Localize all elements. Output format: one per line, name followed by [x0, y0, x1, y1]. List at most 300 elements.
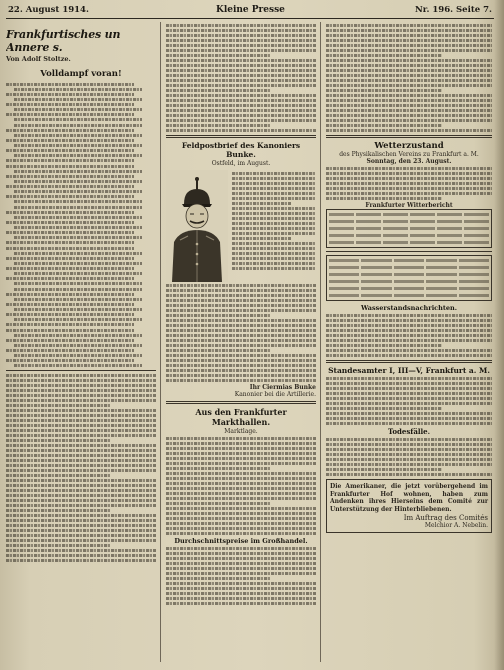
table-cell	[361, 280, 391, 283]
column-1	[6, 22, 156, 662]
text-line	[14, 344, 142, 347]
weather-text	[326, 167, 492, 200]
divider	[326, 251, 492, 252]
text-line	[166, 597, 316, 600]
market-title: Aus den Frankfurter Markthallen.	[195, 407, 287, 427]
text-line	[6, 539, 156, 542]
text-line	[14, 282, 142, 285]
text-line	[14, 200, 142, 203]
text-line	[166, 437, 316, 440]
text-line	[6, 83, 134, 86]
text-line	[326, 422, 492, 425]
table-cell	[426, 266, 456, 269]
text-line	[232, 252, 316, 255]
table-cell	[329, 220, 354, 223]
text-line	[232, 217, 316, 220]
advertisement	[326, 479, 492, 533]
text-line	[14, 190, 142, 193]
text-line	[6, 439, 111, 442]
table-cell	[383, 227, 408, 230]
text-line	[166, 299, 316, 302]
text-line	[326, 89, 442, 92]
text-line	[14, 318, 142, 321]
table-cell	[329, 234, 354, 237]
text-line	[326, 124, 442, 127]
text-line	[166, 99, 316, 102]
text-line	[6, 257, 134, 260]
text-line	[6, 394, 156, 397]
text-line	[232, 192, 316, 195]
text-line	[166, 119, 316, 122]
text-line	[6, 404, 111, 407]
table-cell	[459, 280, 489, 283]
ad-signer: Melchior A. Nebelin.	[424, 522, 488, 529]
weather-date: Sonntag, den 23. August.	[366, 158, 452, 165]
text-line	[6, 469, 156, 472]
table-row	[329, 211, 489, 218]
table-cell	[426, 287, 456, 290]
text-line	[6, 339, 134, 342]
text-line	[6, 479, 156, 482]
ad-text: Die Amerikaner, die jetzt vorübergehend im Frankfurter Hof wohnen, haben zum Andenken ihres Hierseins dem Comité zur Unterstützung der Hinterbliebenen.	[330, 483, 488, 513]
text-line	[326, 44, 492, 47]
text-line	[14, 118, 142, 121]
table-cell	[459, 259, 489, 262]
table-cell	[361, 287, 391, 290]
divider	[166, 135, 316, 138]
text-line	[326, 443, 492, 446]
text-line	[232, 202, 291, 205]
text-line	[6, 444, 156, 447]
masthead-issue: Nr. 196. Seite 7.	[415, 5, 492, 15]
text-line	[166, 507, 316, 510]
poem-title: Volldampf voran!	[40, 69, 122, 79]
table-cell	[410, 227, 435, 230]
text-line	[166, 587, 316, 590]
text-line	[166, 89, 271, 92]
text-line	[166, 462, 316, 465]
text-line	[166, 319, 316, 322]
text-line	[166, 84, 316, 87]
text-line	[166, 482, 316, 485]
text-line	[232, 177, 316, 180]
text-line	[6, 389, 156, 392]
text-line	[6, 277, 134, 280]
column-2	[166, 22, 316, 662]
text-line	[326, 172, 492, 175]
text-line	[6, 384, 156, 387]
text-line	[326, 69, 492, 72]
table-cell	[459, 266, 489, 269]
text-line	[326, 79, 492, 82]
article-title: Feldpostbrief des Kanoniers Bunke.	[181, 141, 301, 159]
text-line	[326, 438, 492, 441]
table-cell	[464, 241, 489, 244]
observation-title: Frankfurter Witterbericht	[365, 202, 453, 209]
table-cell	[329, 294, 359, 297]
text-line	[166, 94, 316, 97]
registry-title: Standesamter I, III—V, Frankfurt a. M.	[328, 366, 490, 375]
table-cell	[410, 213, 435, 216]
article-top-text	[166, 24, 316, 132]
text-line	[6, 524, 156, 527]
text-line	[6, 231, 134, 234]
table-cell	[361, 294, 391, 297]
text-line	[166, 512, 316, 515]
table-cell	[329, 241, 354, 244]
text-line	[166, 592, 316, 595]
text-line	[232, 232, 316, 235]
text-line	[6, 323, 134, 326]
text-line	[6, 419, 156, 422]
table-cell	[459, 273, 489, 276]
text-line	[166, 487, 316, 490]
text-line	[232, 212, 316, 215]
text-line	[166, 497, 316, 500]
text-line	[166, 364, 316, 367]
text-line	[6, 489, 156, 492]
text-line	[326, 397, 492, 400]
table-cell	[356, 241, 381, 244]
text-line	[326, 392, 492, 395]
section-title: Frankfurtisches un Annere s.	[6, 28, 121, 54]
table-cell	[383, 213, 408, 216]
text-line	[166, 472, 316, 475]
divider	[326, 135, 492, 138]
water-body	[326, 314, 492, 357]
text-line	[6, 494, 156, 497]
text-line	[6, 247, 134, 250]
text-line	[166, 349, 271, 352]
text-line	[326, 314, 492, 317]
text-line	[166, 527, 316, 530]
text-line	[6, 514, 156, 517]
table-cell	[437, 234, 462, 237]
text-line	[14, 364, 142, 367]
text-line	[14, 170, 142, 173]
text-line	[326, 182, 492, 185]
text-line	[166, 39, 316, 42]
table-cell	[437, 241, 462, 244]
text-line	[6, 159, 134, 162]
text-line	[6, 149, 134, 152]
text-line	[6, 484, 156, 487]
text-line	[166, 477, 316, 480]
table-row	[329, 271, 489, 278]
text-line	[326, 39, 492, 42]
table-row	[329, 278, 489, 285]
table-cell	[426, 294, 456, 297]
table-cell	[394, 273, 424, 276]
text-line	[166, 289, 316, 292]
table-cell	[464, 234, 489, 237]
text-line	[166, 374, 316, 377]
text-line	[326, 458, 492, 461]
text-line	[166, 44, 316, 47]
text-line	[326, 119, 492, 122]
text-line	[326, 34, 492, 37]
text-line	[166, 54, 271, 57]
text-line	[14, 272, 142, 275]
text-line	[326, 177, 492, 180]
text-line	[326, 417, 492, 420]
table-cell	[356, 227, 381, 230]
text-line	[326, 463, 492, 466]
text-line	[326, 129, 492, 132]
text-line	[166, 562, 316, 565]
text-line	[6, 534, 156, 537]
text-line	[14, 124, 142, 127]
text-line	[326, 344, 442, 347]
text-line	[6, 399, 156, 402]
text-line	[6, 293, 134, 296]
text-line	[6, 454, 156, 457]
text-line	[326, 407, 442, 410]
soldier-illustration	[166, 170, 228, 282]
text-line	[166, 334, 316, 337]
text-line	[6, 499, 156, 502]
text-line	[166, 284, 316, 287]
signature: Ihr Ciermias Bunke	[249, 384, 316, 391]
text-line	[232, 257, 316, 260]
market-table	[326, 255, 492, 301]
text-line	[326, 402, 492, 405]
text-line	[6, 303, 134, 306]
masthead	[6, 2, 494, 19]
table-cell	[329, 259, 359, 262]
text-line	[326, 197, 442, 200]
text-line	[6, 139, 134, 142]
table-cell	[464, 220, 489, 223]
text-line	[6, 519, 156, 522]
table-cell	[464, 213, 489, 216]
divider	[166, 401, 316, 404]
table-cell	[394, 266, 424, 269]
text-line	[14, 288, 142, 291]
text-line	[166, 79, 316, 82]
text-line	[166, 294, 316, 297]
text-line	[326, 187, 492, 190]
text-line	[326, 84, 492, 87]
text-line	[14, 134, 142, 137]
text-line	[326, 387, 492, 390]
text-line	[326, 114, 492, 117]
text-line	[6, 379, 156, 382]
text-line	[326, 412, 492, 415]
text-line	[14, 308, 142, 311]
text-line	[166, 344, 316, 347]
text-line	[14, 144, 142, 147]
weather-subtitle: des Physikalischen Vereins zu Frankfurt a. M.	[339, 151, 479, 158]
text-line	[166, 457, 316, 460]
water-title: Wasserstandsnachrichten.	[361, 304, 457, 312]
text-line	[166, 552, 316, 555]
table-cell	[356, 220, 381, 223]
text-line	[6, 554, 156, 557]
text-line	[326, 49, 492, 52]
text-line	[326, 377, 492, 380]
table-row	[329, 285, 489, 292]
text-line	[232, 182, 316, 185]
text-line	[166, 379, 316, 382]
registry-body	[326, 377, 492, 425]
text-line	[14, 226, 142, 229]
signature-subtitle: Kanonier bei die Artillerie.	[234, 391, 316, 398]
text-line	[166, 567, 316, 570]
text-line	[166, 467, 271, 470]
table-row	[329, 225, 489, 232]
text-line	[166, 124, 271, 127]
table-cell	[329, 287, 359, 290]
table-cell	[464, 227, 489, 230]
price-listings	[326, 24, 492, 132]
text-line	[326, 319, 492, 322]
text-line	[326, 382, 492, 385]
text-line	[14, 236, 142, 239]
text-line	[6, 464, 156, 467]
text-line	[166, 129, 316, 132]
text-line	[14, 154, 142, 157]
text-line	[6, 549, 156, 552]
text-line	[326, 54, 442, 57]
ad-footer: Im Auftrag des Comités	[403, 514, 488, 522]
text-line	[232, 207, 316, 210]
text-line	[14, 262, 142, 265]
text-line	[6, 459, 156, 462]
table-cell	[426, 280, 456, 283]
text-line	[6, 113, 134, 116]
text-line	[6, 529, 156, 532]
text-line	[166, 359, 316, 362]
text-line	[166, 49, 316, 52]
article-body-col2	[166, 284, 316, 382]
table-cell	[426, 259, 456, 262]
text-line	[326, 109, 492, 112]
text-line	[6, 267, 134, 270]
text-line	[6, 424, 156, 427]
text-line	[166, 109, 316, 112]
divider	[6, 370, 156, 371]
text-line	[6, 195, 134, 198]
text-line	[166, 64, 316, 67]
text-line	[232, 227, 316, 230]
text-line	[326, 167, 492, 170]
table-cell	[437, 213, 462, 216]
text-line	[166, 24, 316, 27]
text-line	[6, 509, 111, 512]
text-line	[326, 453, 492, 456]
poem-stanzas	[6, 83, 156, 367]
weather-table	[326, 209, 492, 248]
text-line	[232, 172, 316, 175]
text-line	[166, 447, 316, 450]
text-line	[232, 267, 316, 270]
text-line	[166, 522, 316, 525]
table-cell	[410, 220, 435, 223]
text-line	[166, 324, 316, 327]
text-line	[326, 104, 492, 107]
text-line	[326, 192, 492, 195]
text-line	[166, 452, 316, 455]
text-line	[326, 64, 492, 67]
text-line	[232, 197, 316, 200]
table-cell	[410, 234, 435, 237]
column-3	[326, 22, 492, 662]
table-cell	[329, 280, 359, 283]
text-line	[232, 237, 291, 240]
text-line	[14, 252, 142, 255]
text-line	[326, 324, 492, 327]
text-line	[6, 349, 134, 352]
text-line	[326, 354, 492, 357]
text-line	[326, 334, 492, 337]
text-line	[326, 468, 442, 471]
text-line	[14, 334, 142, 337]
table-cell	[426, 273, 456, 276]
text-line	[326, 59, 492, 62]
text-line	[6, 434, 156, 437]
table-cell	[383, 241, 408, 244]
table-cell	[383, 234, 408, 237]
text-line	[232, 187, 316, 190]
text-line	[6, 241, 134, 244]
deaths-title: Todesfälle.	[387, 427, 431, 436]
text-line	[166, 492, 316, 495]
table-row	[329, 218, 489, 225]
table-row	[329, 292, 489, 299]
text-line	[326, 473, 492, 476]
text-line	[166, 104, 316, 107]
text-line	[6, 103, 134, 106]
masthead-paper-name: Kleine Presse	[216, 5, 285, 15]
column-rule-2	[320, 22, 321, 662]
table-cell	[459, 287, 489, 290]
text-line	[166, 442, 316, 445]
text-line	[6, 129, 134, 132]
text-line	[14, 108, 142, 111]
article-wrap-text	[232, 170, 316, 282]
table-cell	[329, 273, 359, 276]
text-line	[326, 339, 492, 342]
text-line	[6, 185, 134, 188]
text-line	[6, 374, 156, 377]
text-line	[6, 414, 156, 417]
text-line	[6, 474, 111, 477]
text-line	[326, 349, 492, 352]
masthead-date: 22. August 1914.	[8, 5, 89, 15]
text-line	[6, 359, 134, 362]
article-subtitle: Ostfeld, im August.	[211, 160, 271, 167]
text-line	[6, 504, 156, 507]
text-line	[166, 59, 316, 62]
weather-title: Wetterzustand	[374, 141, 444, 151]
text-line	[326, 99, 492, 102]
text-line	[6, 429, 156, 432]
text-line	[166, 74, 316, 77]
table-cell	[356, 234, 381, 237]
text-line	[232, 262, 316, 265]
text-line	[14, 180, 142, 183]
text-line	[166, 557, 316, 560]
text-line	[232, 242, 316, 245]
article-body-col1	[6, 374, 156, 562]
text-line	[326, 94, 492, 97]
text-line	[166, 34, 316, 37]
table-cell	[361, 266, 391, 269]
text-line	[166, 532, 316, 535]
text-line	[6, 329, 134, 332]
table-cell	[361, 273, 391, 276]
